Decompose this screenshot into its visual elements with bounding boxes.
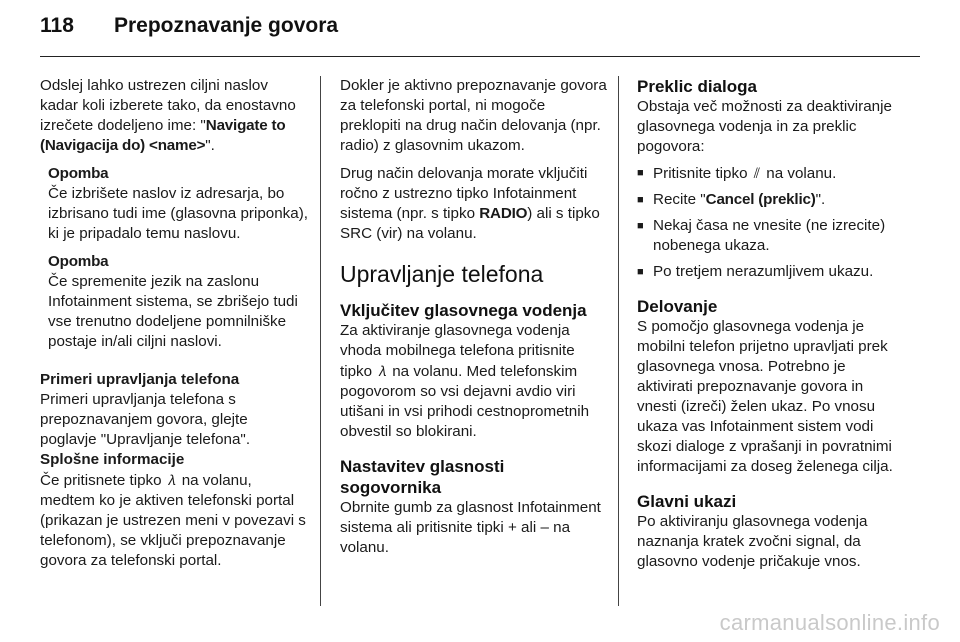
list-item: ■ Pritisnite tipko ⫽ na volanu. [637,163,905,184]
list-item: ■ Po tretjem nerazumljivem ukazu. [637,262,905,282]
page-number: 118 [40,14,74,37]
voice-button-icon: 𝜆 [167,472,176,488]
column-1 [40,76,308,571]
list-item: ■ Nekaj časa ne vnesite (ne izrecite) nobenega ukaza. [637,216,905,256]
main-commands-text: Po aktiviranju glasovnega vodenja naznanja kratek zvočni signal, da glasovno vodenje pričakuje vnos. [637,513,868,570]
paragraph-2: Drug način delovanja morate vključiti ročno z ustrezno tipko Infotainment sistema (npr. s tipko RADIO) ali s tipko SRC (vir) na volanu. [340,165,600,242]
note-1-title: Opomba [48,165,109,182]
cancel-voice-icon: ⫽ [753,165,761,181]
cancel-command: Cancel (preklic) [705,191,816,208]
note-2 [48,252,308,352]
sub1-text: Za aktiviranje glasovnega vodenja vhoda mobilnega telefona pritisnite tipko 𝜆 na volanu. Med telefonskim pogovorom so vsi dejavni avdio viri utišani in vsi prihodi cestnoprometnih obvestil so blokirani. [340,322,590,440]
sub1-title: Vključitev glasovnega vodenja [340,301,587,320]
watermark: carmanualsonline.info [719,610,940,635]
examples-title: Primeri upravljanja telefona [40,371,240,388]
column-3 [637,76,905,572]
main-commands-title: Glavni ukazi [637,492,737,511]
column-divider-2 [618,76,619,606]
voice-button-icon: 𝜆 [378,363,386,379]
sub2-text: Obrnite gumb za glasnost Infotainment sistema ali pritisnite tipki + ali – na volanu. [340,499,601,556]
cancel-intro: Obstaja več možnosti za deaktiviranje glasovnega vodenja in za preklic pogovora: [637,98,892,155]
operation-text: S pomočjo glasovnega vodenja je mobilni telefon prijetno upravljati prek glasovnega vnosa. Potrebno je aktivirati prepoznavanje govora in vnesti (izreči) želen ukaz. Po vnosu ukaza vas Infotainment sistem vodi skozi dialoge z vprašanji in povratnimi informacijami za doseg želenega cilja. [637,318,893,475]
column-divider-1 [320,76,321,606]
cancel-title: Preklic dialoga [637,77,757,96]
operation-title: Delovanje [637,297,718,316]
column-2 [340,76,608,558]
page-header [40,14,338,38]
navigate-command: Navigate to (Navigacija do) <name> [40,117,286,154]
general-text: Če pritisnete tipko 𝜆 na volanu, medtem ko je aktiven telefonski portal (prikazan je ustrezen meni v povezavi s telefonom), se vključi prepoznavanje govora za telefonski portal. [40,472,306,569]
page-title: Prepoznavanje govora [114,14,339,37]
general-title: Splošne informacije [40,451,185,468]
intro-paragraph: Odslej lahko ustrezen ciljni naslov kadar koli izberete tako, da enostavno izrečete dodeljeno ime: "Navigate to (Navigacija do) <name>". [40,77,296,154]
list-item: ■ Recite "Cancel (preklic)". [637,190,905,210]
examples-text: Primeri upravljanja telefona s prepoznavanjem govora, glejte poglavje "Upravljanje telefona". [40,391,251,448]
note-2-text: Če spremenite jezik na zaslonu Infotainment sistema, se zbrišejo tudi vse trenutno dodeljene pomnilniške postaje in/ali ciljni naslovi. [48,273,298,350]
note-1-text: Če izbrišete naslov iz adresarja, bo izbrisano tudi ime (glasovna priponka), ki je pripadalo temu naslovu. [48,185,309,242]
radio-key: RADIO [479,205,528,222]
header-rule [40,56,920,57]
paragraph-1: Dokler je aktivno prepoznavanje govora za telefonski portal, ni mogoče preklopiti na drug način delovanja (npr. radio) z glasovnim ukazom. [340,77,607,154]
note-2-title: Opomba [48,253,109,270]
sub2-title: Nastavitev glasnosti sogovornika [340,457,505,497]
cancel-list [637,163,905,282]
note-1 [48,164,308,244]
section-title: Upravljanje telefona [340,261,544,287]
